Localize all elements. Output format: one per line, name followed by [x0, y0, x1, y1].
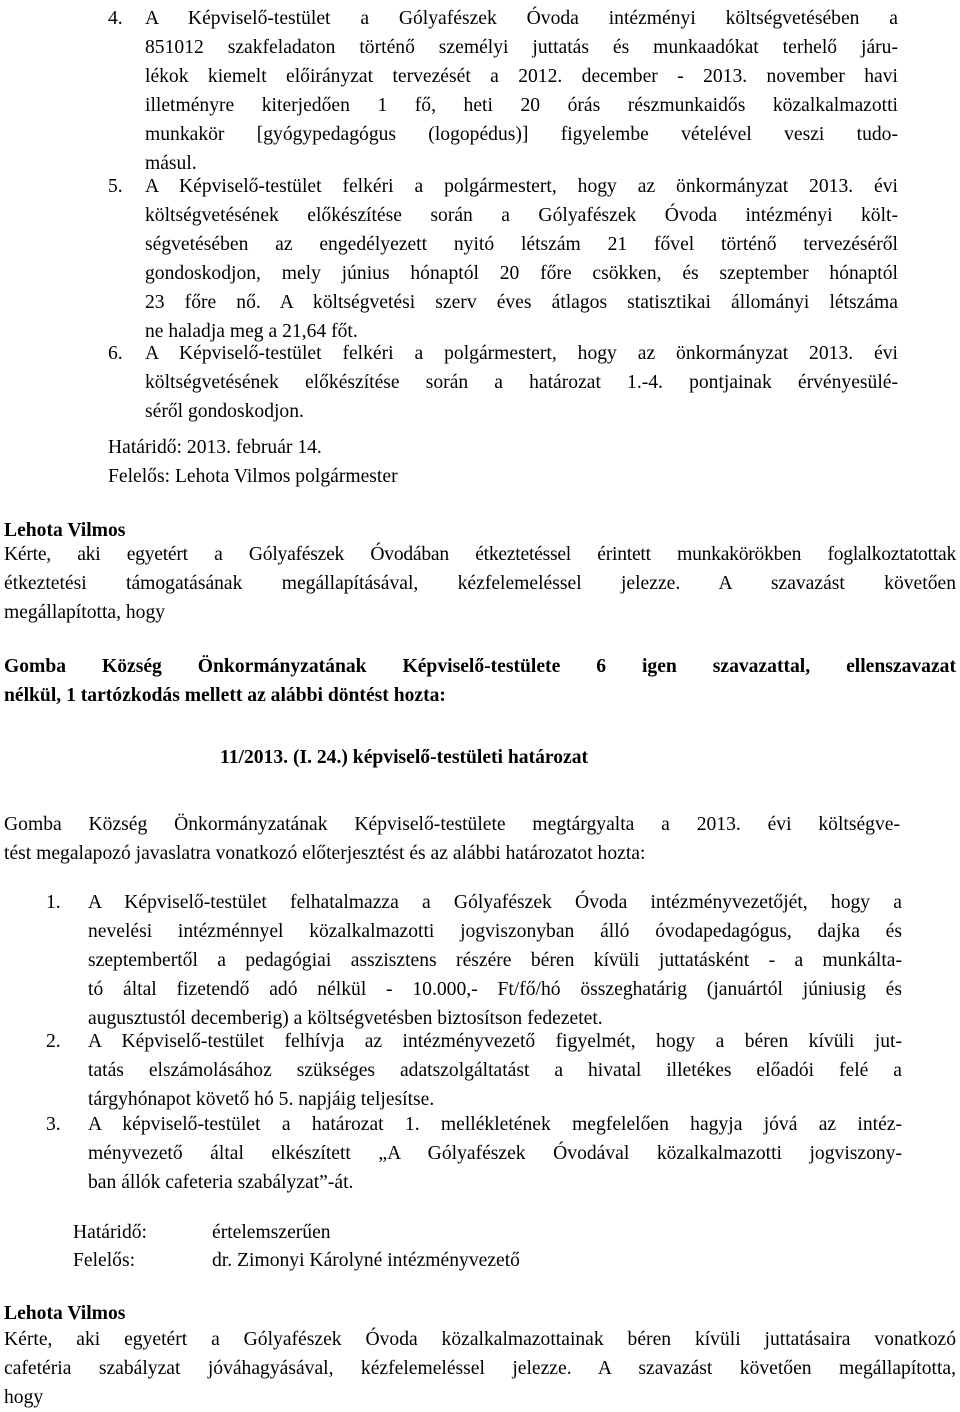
text-line: Gomba Község Önkormányzatának Képviselő-testülete megtárgyalta a 2013. évi költségve-: [4, 814, 900, 835]
text-line: Kérte, aki egyetért a Gólyafészek Óvodában étkeztetéssel érintett munkakörökben foglalkoztatottak: [4, 544, 956, 565]
list-item-number: 3.: [46, 1114, 61, 1135]
text-line: A képviselő-testület a határozat 1. mellékletének megfelelően hagyja jóvá az intéz-: [88, 1114, 902, 1135]
text-line: A Képviselő-testület felkéri a polgármestert, hogy az önkormányzat 2013. évi: [145, 176, 898, 197]
resolution-intro: [4, 810, 900, 868]
text-line: gondoskodjon, mely június hónaptól 20 főre csökken, és szeptember hónaptól: [145, 263, 898, 284]
text-line: A Képviselő-testület felhívja az intézményvezető figyelmét, hogy a béren kívüli jut-: [88, 1031, 902, 1052]
text-line: ne haladja meg a 21,64 főt.: [145, 321, 358, 342]
speaker-paragraph-1: [4, 540, 956, 627]
list-item-number: 6.: [108, 343, 123, 364]
text-line: tatás elszámolásához szükséges adatszolgáltatást a hivatal illetékes előadói felé a: [88, 1060, 902, 1081]
text-line: hogy: [4, 1387, 44, 1408]
text-line: cafetéria szabályzat jóváhagyásával, kézfelemeléssel jelezze. A szavazást követően megállapította,: [4, 1358, 956, 1379]
text-line: megállapította, hogy: [4, 602, 166, 623]
speaker-name-1: Lehota Vilmos: [4, 520, 126, 541]
text-line: költségvetésének előkészítése során a határozat 1.-4. pontjainak érvényesülé-: [145, 372, 898, 393]
deadline-label-2: Határidő:: [73, 1222, 147, 1243]
text-line: Kérte, aki egyetért a Gólyafészek Óvoda közalkalmazottainak béren kívüli juttatásaira vonatkozó: [4, 1329, 956, 1350]
text-line: A Képviselő-testület felhatalmazza a Gólyafészek Óvoda intézményvezetőjét, hogy a: [88, 892, 902, 913]
text-line: tárgyhónapot követő hó 5. napjáig teljesítse.: [88, 1089, 435, 1110]
text-line: ségvetésében az engedélyezett nyitó létszám 21 fővel történő tervezéséről: [145, 234, 898, 255]
deadline-line-1: Határidő: 2013. február 14.: [108, 437, 322, 458]
text-line: lékok kiemelt előirányzat tervezését a 2012. december - 2013. november havi: [145, 66, 898, 87]
text-line: nevelési intézménnyel közalkalmazotti jogviszonyban álló óvodapedagógus, dajka és: [88, 921, 902, 942]
text-line: ban állók cafeteria szabályzat”-át.: [88, 1172, 354, 1193]
text-line: 851012 szakfeladaton történő személyi juttatás és munkaadókat terhelő járu-: [145, 37, 898, 58]
text-line: ményvezető által elkészített „A Gólyafészek Óvodával közalkalmazotti jogviszony-: [88, 1143, 902, 1164]
responsible-value-2: dr. Zimonyi Károlyné intézményvezető: [212, 1250, 520, 1271]
text-line: tést megalapozó javaslatra vonatkozó előterjesztést és az alábbi határozatot hozta:: [4, 843, 646, 864]
list-item-number: 5.: [108, 176, 123, 197]
responsible-line-1: Felelős: Lehota Vilmos polgármester: [108, 466, 398, 487]
resolution-title: 11/2013. (I. 24.) képviselő-testületi határozat: [220, 747, 589, 768]
text-line: étkeztetési támogatásának megállapításával, kézfelemeléssel jelezze. A szavazást követően: [4, 573, 956, 594]
vote-result: [4, 652, 956, 710]
text-line: nélkül, 1 tartózkodás mellett az alábbi döntést hozta:: [4, 685, 446, 706]
list-item-number: 1.: [46, 892, 61, 913]
text-line: augusztustól decemberig) a költségvetésben biztosítson fedezetet.: [88, 1008, 603, 1029]
text-line: tó által fizetendő adó nélkül - 10.000,- Ft/fő/hó összeghatárig (januártól júniusig és: [88, 979, 902, 1000]
text-line: illetményre kiterjedően 1 fő, heti 20 órás részmunkaidős közalkalmazotti: [145, 95, 898, 116]
text-line: költségvetésének előkészítése során a Gólyafészek Óvoda intézményi költ-: [145, 205, 898, 226]
list-item-number: 2.: [46, 1031, 61, 1052]
text-line: munkakör [gyógypedagógus (logopédus)] figyelembe vételével veszi tudo-: [145, 124, 898, 145]
text-line: séről gondoskodjon.: [145, 401, 304, 422]
responsible-label-2: Felelős:: [73, 1250, 136, 1271]
text-line: másul.: [145, 153, 197, 174]
speaker-name-2: Lehota Vilmos: [4, 1303, 126, 1324]
text-line: 23 főre nő. A költségvetési szerv éves átlagos statisztikai állományi létszáma: [145, 292, 898, 313]
deadline-value-2: értelemszerűen: [212, 1222, 331, 1243]
text-line: A Képviselő-testület felkéri a polgármestert, hogy az önkormányzat 2013. évi: [145, 343, 898, 364]
text-line: A Képviselő-testület a Gólyafészek Óvoda intézményi költségvetésében a: [145, 8, 898, 29]
text-line: szeptembertől a pedagógiai asszisztens részére béren kívüli juttatásként - a munkálta-: [88, 950, 902, 971]
speaker-paragraph-2: [4, 1325, 956, 1412]
list-item-number: 4.: [108, 8, 123, 29]
text-line: Gomba Község Önkormányzatának Képviselő-testülete 6 igen szavazattal, ellenszavazat: [4, 656, 956, 677]
